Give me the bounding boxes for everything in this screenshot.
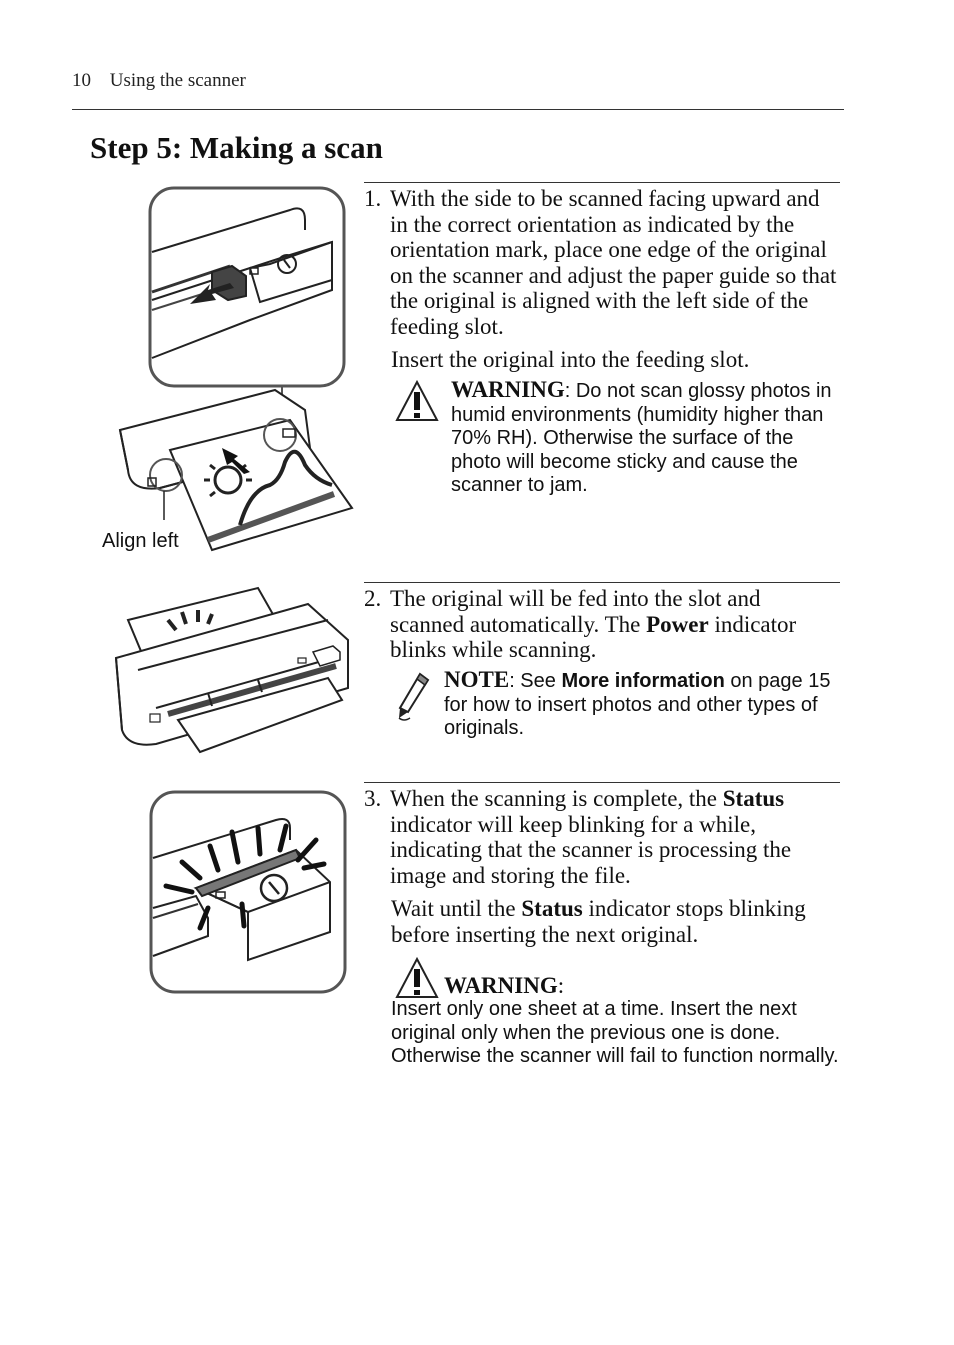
figure-status-blinking — [148, 788, 350, 998]
running-header — [72, 70, 246, 92]
header-rule — [72, 109, 844, 110]
step-2-text: The original will be fed into the slot and scanned automatically. The Power indicator blinks while scanning. — [390, 586, 797, 662]
warning-triangle-icon — [394, 957, 440, 1001]
step-1-rule — [364, 182, 840, 183]
warning-callout-2-header — [394, 957, 564, 1001]
status-indicator-term: Status — [722, 786, 785, 811]
step-1-text: With the side to be scanned facing upward and in the correct orientation as indicated by the orientation mark, place one edge of the original on the scanner and adjust the paper guide so that the original is aligned with the left side of the feeding slot. — [390, 186, 837, 339]
warning-label: WARNING — [451, 377, 565, 402]
align-left-label: Align left — [102, 530, 179, 552]
warning-text: Insert only one sheet at a time. Insert the next original only when the previous one is done. Otherwise the scanner will fail to function normally. — [391, 998, 839, 1067]
warning-label: WARNING: — [444, 973, 565, 998]
warning-triangle-icon — [394, 378, 440, 424]
figure-align-original — [100, 180, 360, 575]
step-3-text: When the scanning is complete, the Status indicator will keep blinking for a while, indicating that the scanner is processing the image and storing the file. — [390, 786, 792, 888]
step-2-rule — [364, 582, 840, 583]
page-number: 10 — [72, 70, 91, 91]
step-1-number: 1. — [364, 186, 382, 211]
step-2-number: 2. — [364, 586, 382, 611]
step-3-sub: Wait until the Status indicator stops blinking before inserting the next original. — [391, 896, 806, 947]
step-3 — [364, 786, 840, 947]
power-indicator-term: Power — [646, 611, 709, 637]
warning-text: : Do not scan glossy photos in humid environments (humidity higher than 70% RH). Otherwise the surface of the photo will become sticky and cause the scanner to jam. — [451, 380, 832, 496]
note-callout: NOTE: See More information on page 15 for how to insert photos and other types of originals. — [394, 668, 842, 741]
warning-callout-1 — [394, 378, 842, 498]
step-1-sub: Insert the original into the feeding slot. — [391, 347, 750, 372]
step-3-rule — [364, 782, 840, 783]
note-link-text: More information — [561, 670, 725, 692]
figure-scanner-feeding — [108, 580, 360, 770]
step-3-number: 3. — [364, 786, 382, 811]
step-1 — [364, 186, 840, 373]
pencil-note-icon — [394, 668, 434, 724]
note-label: NOTE — [444, 667, 510, 692]
page-title: Step 5: Making a scan — [90, 130, 383, 165]
running-title: Using the scanner — [109, 70, 246, 91]
step-2 — [364, 586, 840, 663]
